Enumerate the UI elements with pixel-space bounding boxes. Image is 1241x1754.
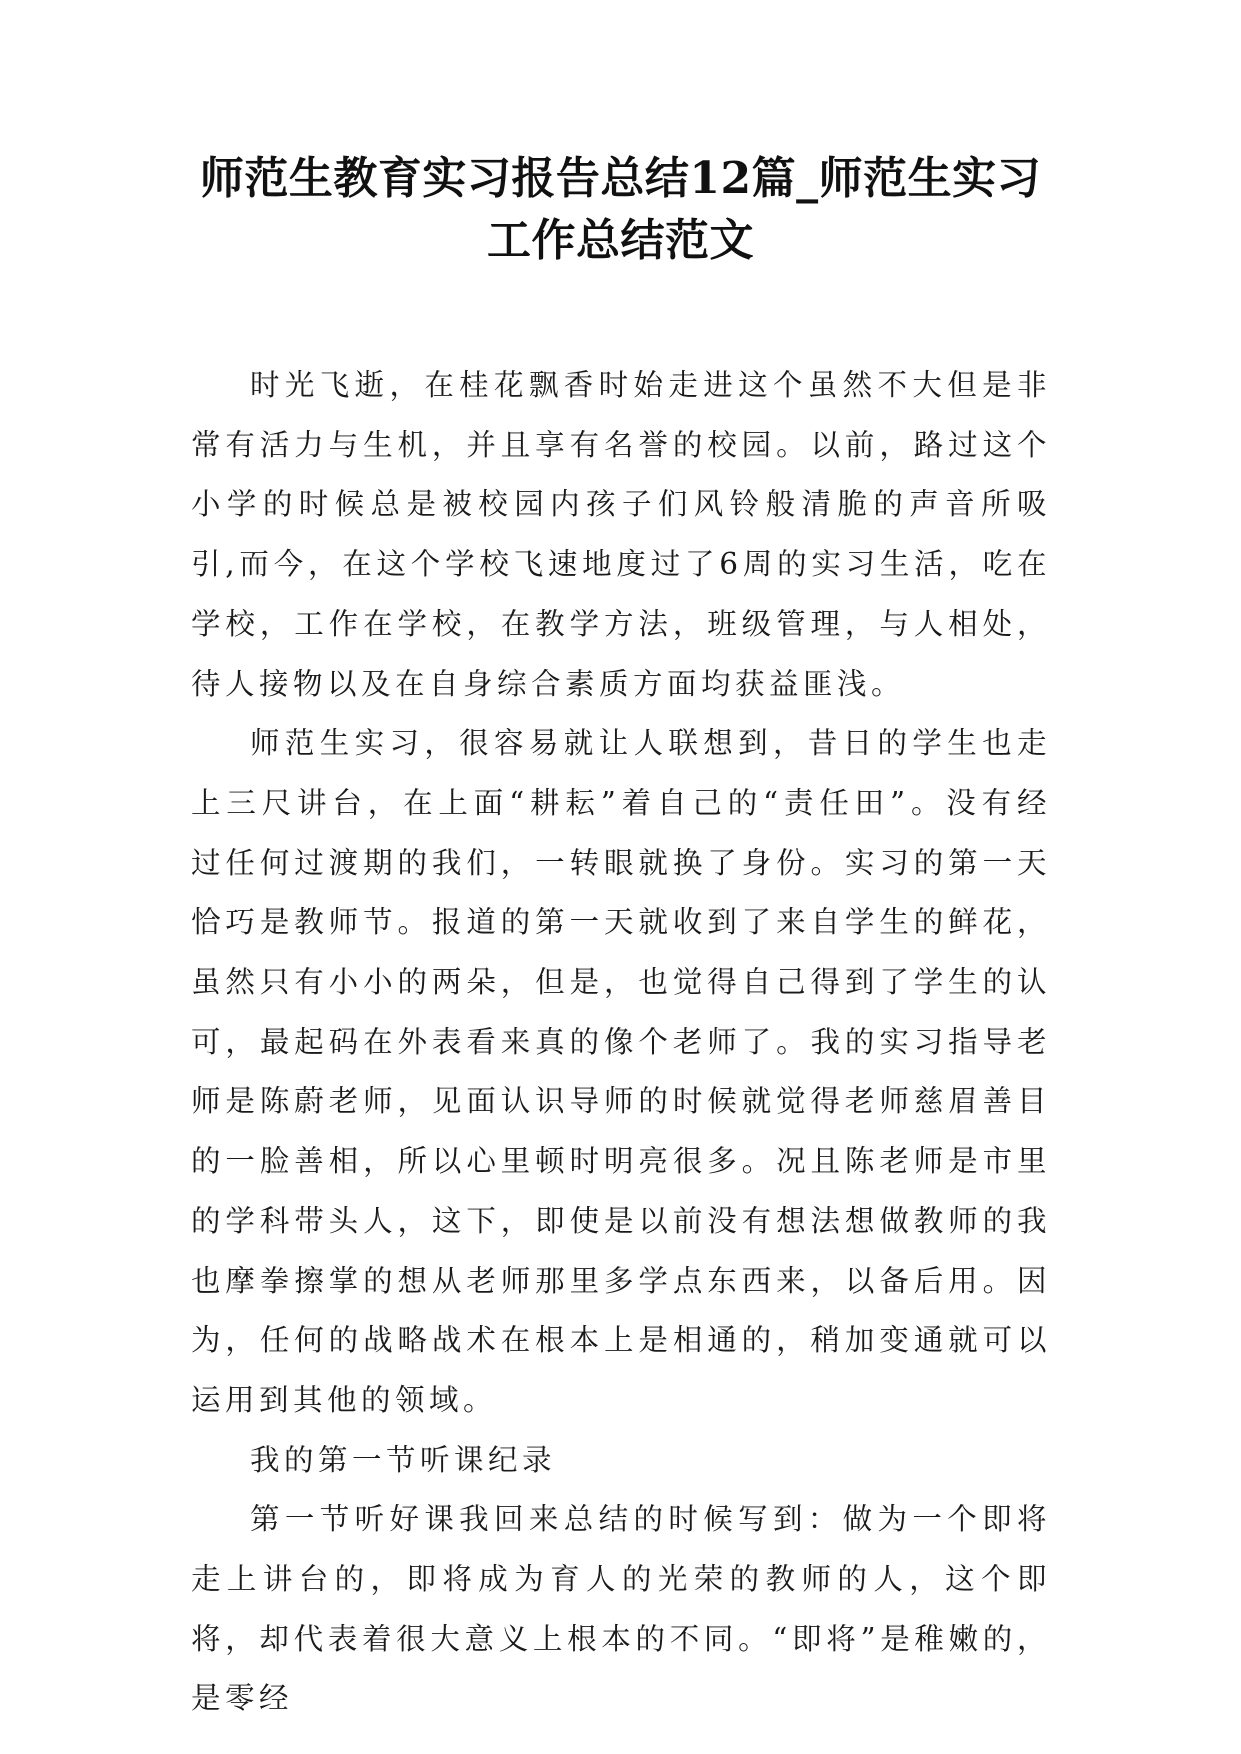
title-line-1: 师范生教育实习报告总结12篇_师范生实习 <box>199 153 1042 204</box>
document-body <box>191 356 1051 1729</box>
paragraph-2: 师范生实习，很容易就让人联想到，昔日的学生也走上三尺讲台，在上面“耕耘”着自己的“责任田”。没有经过任何过渡期的我们，一转眼就换了身份。实习的第一天恰巧是教师节。报道的第一天就收到了来自学生的鲜花，虽然只有小小的两朵，但是，也觉得自己得到了学生的认可，最起码在外表看来真的像个老师了。我的实习指导老师是陈蔚老师，见面认识导师的时候就觉得老师慈眉善目的一脸善相，所以心里顿时明亮很多。况且陈老师是市里的学科带头人，这下，即使是以前没有想法想做教师的我也摩拳擦掌的想从老师那里多学点东西来，以备后用。因为，任何的战略战术在根本上是相通的，稍加变通就可以运用到其他的领域。 <box>191 726 1051 1417</box>
title-line-2: 工作总结范文 <box>487 215 754 266</box>
section-heading: 我的第一节听课纪录 <box>250 1442 557 1477</box>
paragraph-1: 时光飞逝，在桂花飘香时始走进这个虽然不大但是非常有活力与生机，并且享有名誉的校园。以前，路过这个小学的时候总是被校园内孩子们风铃般清脆的声音所吸引,而今，在这个学校飞速地度过了6周的实习生活，吃在学校，工作在学校，在教学方法，班级管理，与人相处，待人接物以及在自身综合素质方面均获益匪浅。 <box>191 368 1051 701</box>
document-title <box>150 148 1091 272</box>
paragraph-3: 第一节听好课我回来总结的时候写到：做为一个即将走上讲台的，即将成为育人的光荣的教师的人，这个即将，却代表着很大意义上根本的不同。“即将”是稚嫩的，是零经 <box>191 1502 1051 1716</box>
